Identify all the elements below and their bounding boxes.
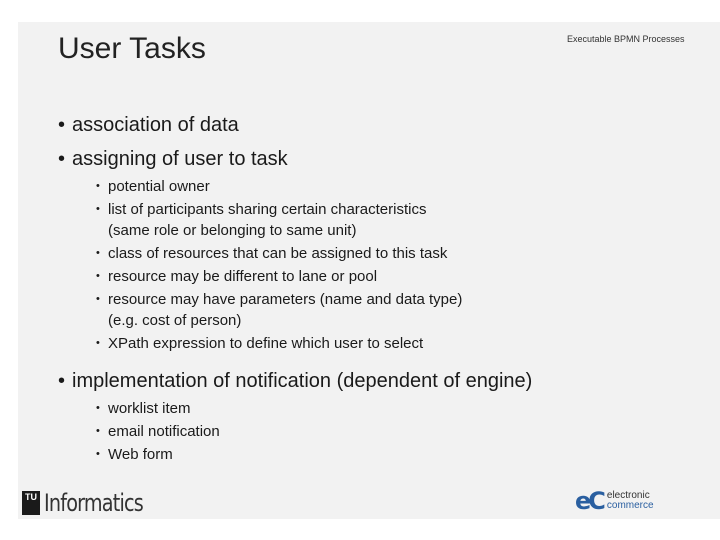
bullet-list bbox=[58, 108, 698, 475]
sub-bullet-item: • class of resources that can be assigned to this task bbox=[96, 243, 698, 264]
sub-bullet-group bbox=[58, 398, 698, 475]
ec-logo-icon: eC bbox=[575, 487, 603, 515]
informatics-label: Informatics bbox=[44, 489, 143, 517]
sub-bullet-item: • potential owner bbox=[96, 176, 698, 197]
ec-label bbox=[607, 491, 654, 511]
bullet-item: • assigning of user to task bbox=[58, 142, 698, 176]
bullet-item: • implementation of notification (dependent of engine) bbox=[58, 364, 698, 398]
tu-logo-icon: TU bbox=[22, 491, 40, 515]
bullet-item: • association of data bbox=[58, 108, 698, 142]
page-title: User Tasks bbox=[58, 32, 206, 65]
sub-bullet-item: • resource may be different to lane or pool bbox=[96, 266, 698, 287]
sub-bullet-item: • Web form bbox=[96, 444, 698, 465]
footer-informatics-logo bbox=[22, 489, 168, 517]
sub-bullet-item: • email notification bbox=[96, 421, 698, 442]
sub-bullet-item: • resource may have parameters (name and data type) (e.g. cost of person) bbox=[96, 289, 698, 331]
sub-bullet-item: • XPath expression to define which user to select bbox=[96, 333, 698, 354]
page-subtitle: Executable BPMN Processes bbox=[567, 34, 685, 44]
footer-ec-logo bbox=[575, 487, 654, 515]
sub-bullet-group bbox=[58, 176, 698, 364]
ec-label-line2: commerce bbox=[606, 500, 654, 511]
sub-bullet-item: • list of participants sharing certain characteristics (same role or belonging to same unit) bbox=[96, 199, 698, 241]
ec-label-line1: electronic bbox=[606, 490, 650, 501]
sub-bullet-item: • worklist item bbox=[96, 398, 698, 419]
